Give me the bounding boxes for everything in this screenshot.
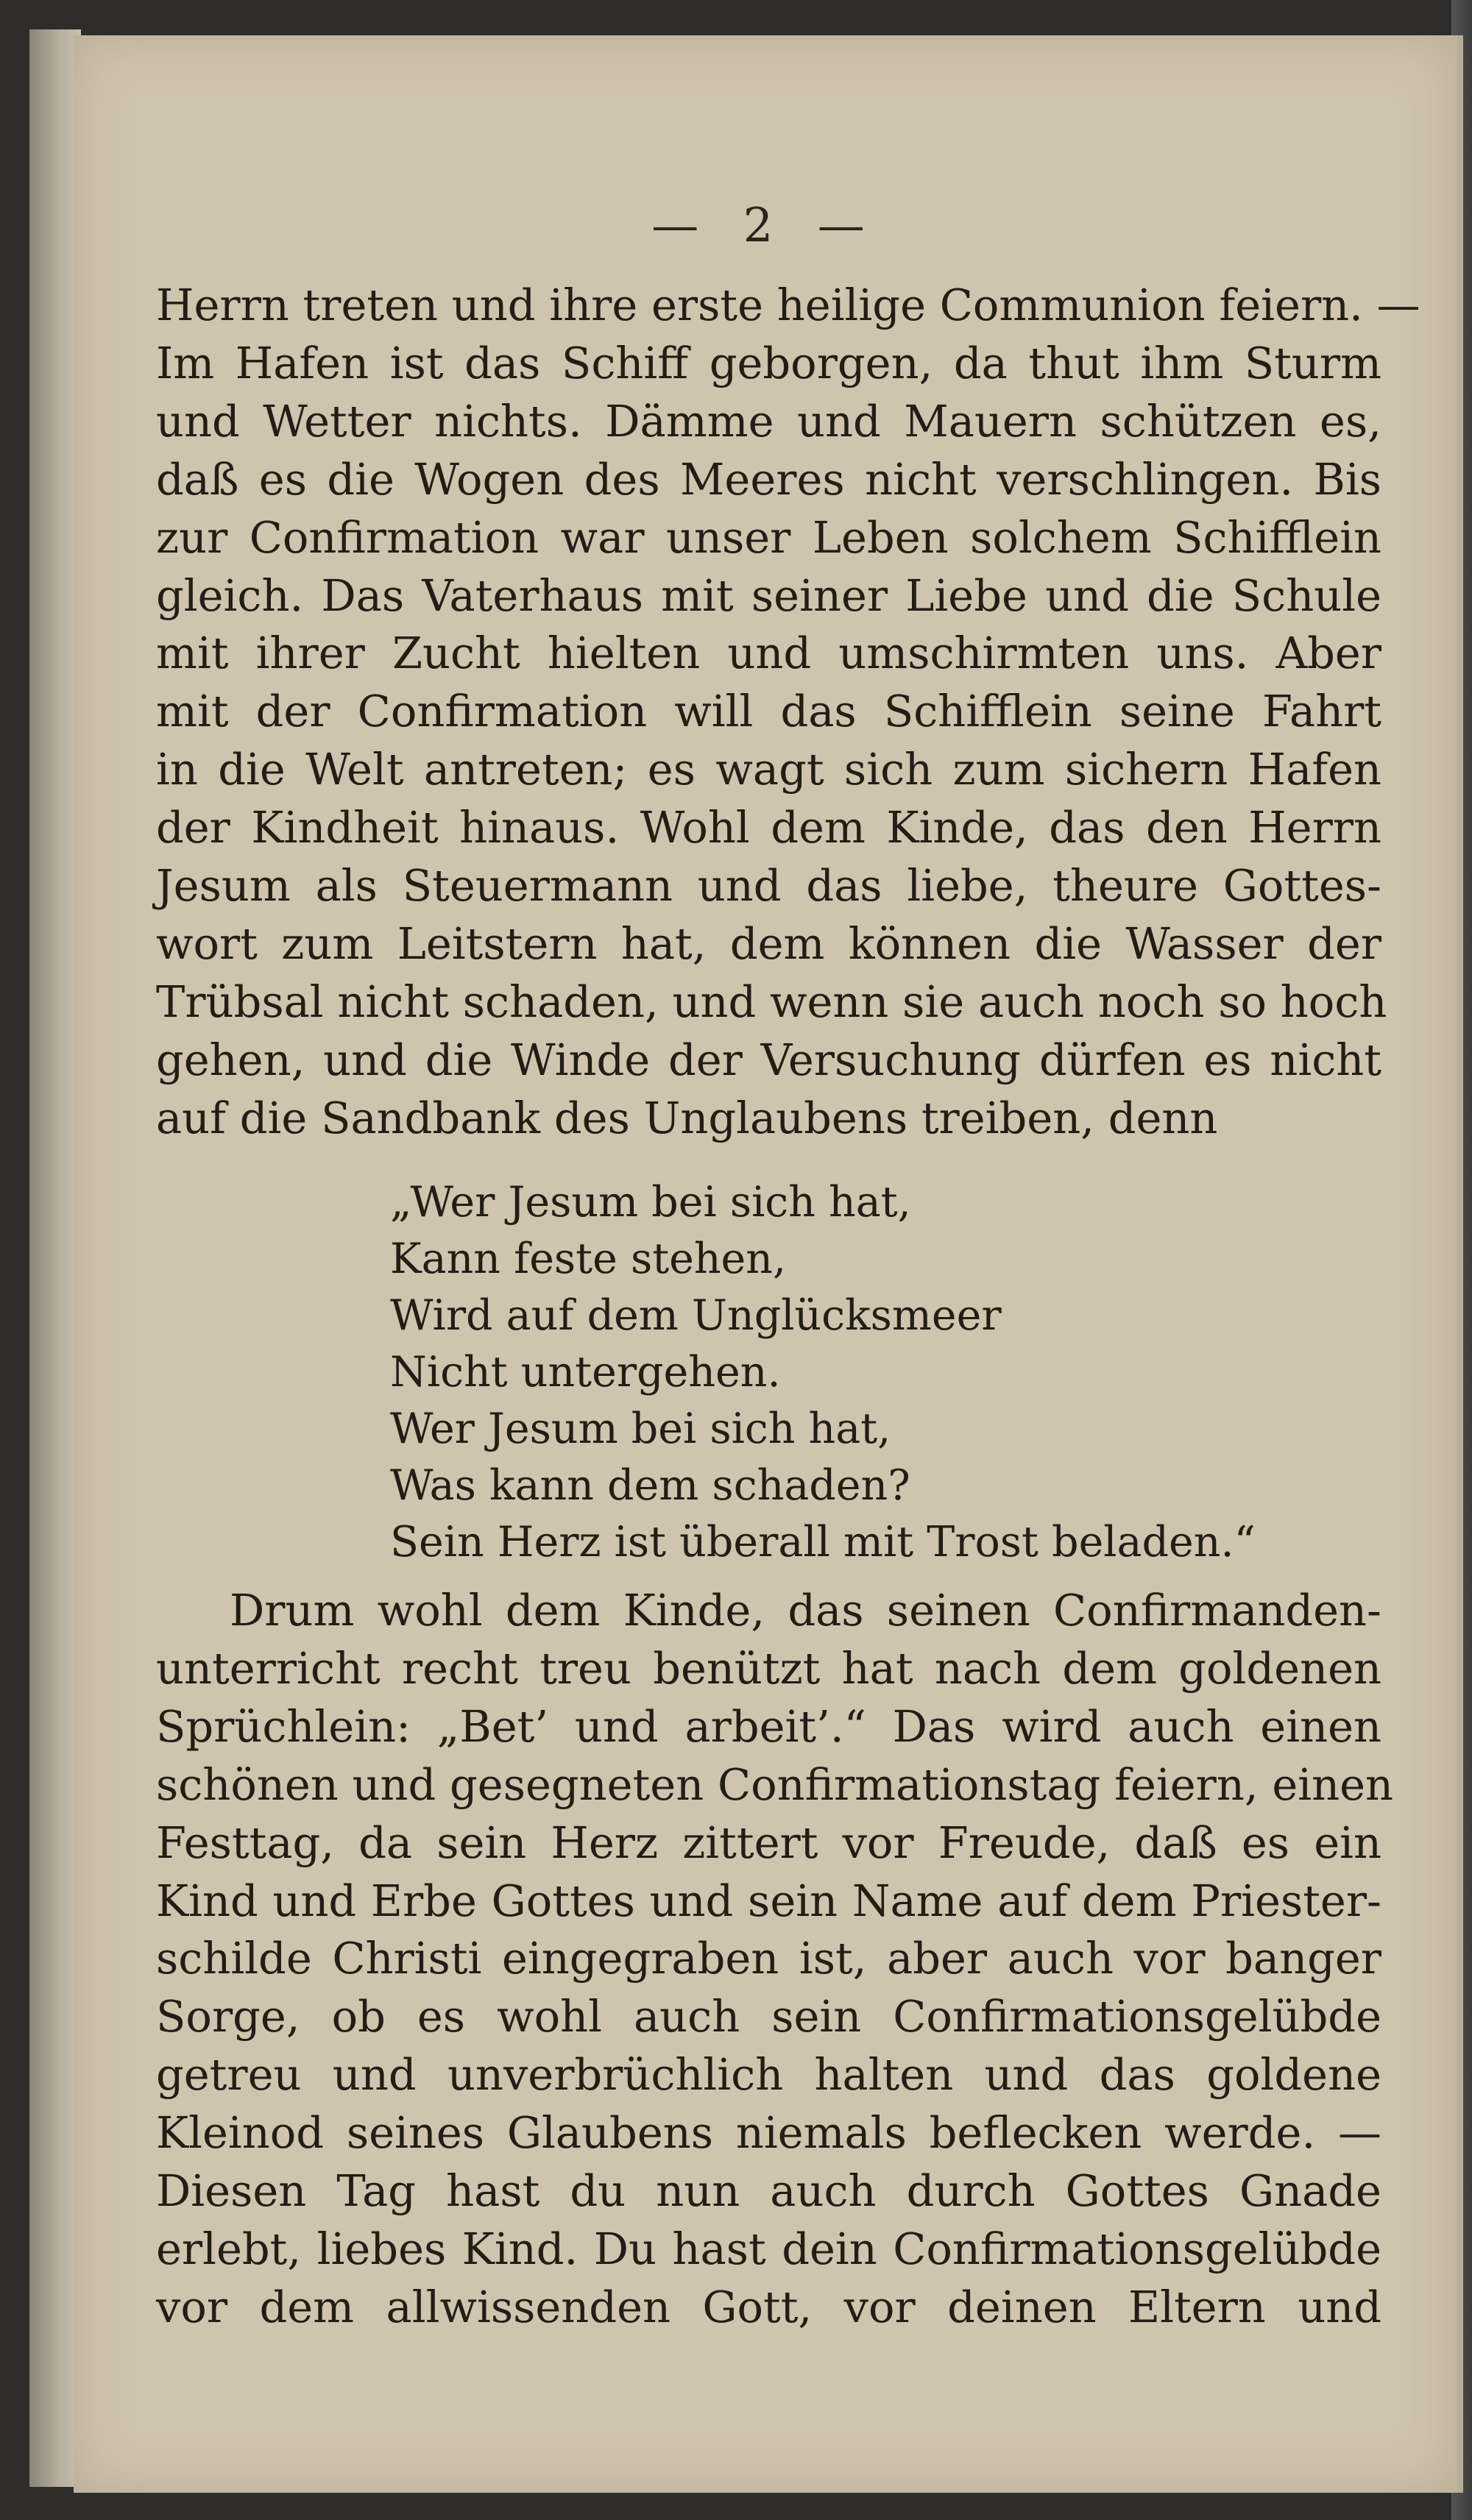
poem-line: Wer Jesum bei sich hat,	[390, 1405, 891, 1453]
text-line: der Kindheit hinaus. Wohl dem Kinde, das den Herrn	[156, 802, 1381, 853]
text-line: erlebt, liebes Kind. Du hast dein Confirmationsgelübde	[156, 2223, 1381, 2274]
text-line: Jesum als Steuermann und das liebe, theure Gottes-	[156, 860, 1381, 912]
poem-line: Was kann dem schaden?	[390, 1461, 910, 1510]
text-line: Diesen Tag hast du nun auch durch Gottes Gnade	[156, 2165, 1381, 2217]
text-line: wort zum Leitstern hat, dem können die Wasser der	[156, 918, 1381, 969]
text-line: Festtag, da sein Herz zittert vor Freude, daß es ein	[156, 1817, 1381, 1868]
page-number: — 2 —	[651, 199, 880, 253]
text-line: daß es die Wogen des Meeres nicht verschlingen. Bis	[156, 453, 1381, 505]
text-line: Kind und Erbe Gottes und sein Name auf dem Priester-	[156, 1875, 1381, 1926]
text-line: gehen, und die Winde der Versuchung dürfen es nicht	[156, 1034, 1381, 1085]
text-line: vor dem allwissenden Gott, vor deinen Eltern und	[156, 2281, 1381, 2332]
paragraph-2	[156, 1582, 1394, 2337]
text-line: Trübsal nicht schaden, und wenn sie auch noch so hoch	[156, 976, 1387, 1027]
text-line: und Wetter nichts. Dämme und Mauern schützen es,	[156, 395, 1381, 447]
poem-line: Nicht untergehen.	[390, 1348, 781, 1396]
text-line: unterricht recht treu benützt hat nach dem goldenen	[156, 1642, 1381, 1694]
poem-line: Sein Herz ist überall mit Trost beladen.“	[390, 1518, 1256, 1566]
text-line: Sprüchlein: „Bet’ und arbeit’.“ Das wird auch einen	[156, 1700, 1381, 1752]
text-line: Herrn treten und ihre erste heilige Communion feiern. —	[156, 280, 1420, 330]
poem-line: Kann feste stehen,	[390, 1235, 787, 1283]
text-line: Sorge, ob es wohl auch sein Confirmationsgelübde	[156, 1991, 1381, 2042]
text-line: Im Hafen ist das Schiff geborgen, da thut ihm Sturm	[156, 337, 1381, 388]
poem-line: „Wer Jesum bei sich hat,	[390, 1178, 911, 1227]
text-line: auf die Sandbank des Unglaubens treiben, denn	[156, 1092, 1218, 1143]
text-line: mit der Confirmation will das Schifflein seine Fahrt	[156, 686, 1381, 737]
text-line: gleich. Das Vaterhaus mit seiner Liebe und die Schule	[156, 569, 1381, 621]
text-line: Drum wohl dem Kinde, das seinen Confirmanden-	[230, 1585, 1381, 1636]
text-line: zur Confirmation war unser Leben solchem Schifflein	[156, 511, 1381, 563]
text-line: in die Welt antreten; es wagt sich zum sichern Hafen	[156, 744, 1381, 795]
text-line: Kleinod seines Glaubens niemals beflecken werde. —	[156, 2107, 1381, 2159]
text-line: schönen und gesegneten Confirmationstag feiern, einen	[156, 1758, 1394, 1810]
text-line: getreu und unverbrüchlich halten und das goldene	[156, 2049, 1381, 2101]
text-line: mit ihrer Zucht hielten und umschirmten uns. Aber	[156, 628, 1381, 679]
text-line: schilde Christi eingegraben ist, aber auch vor banger	[156, 1933, 1381, 1984]
poem-verse	[390, 1174, 1273, 1571]
poem-line: Wird auf dem Unglücksmeer	[390, 1291, 1002, 1340]
paragraph-1	[156, 277, 1420, 1148]
